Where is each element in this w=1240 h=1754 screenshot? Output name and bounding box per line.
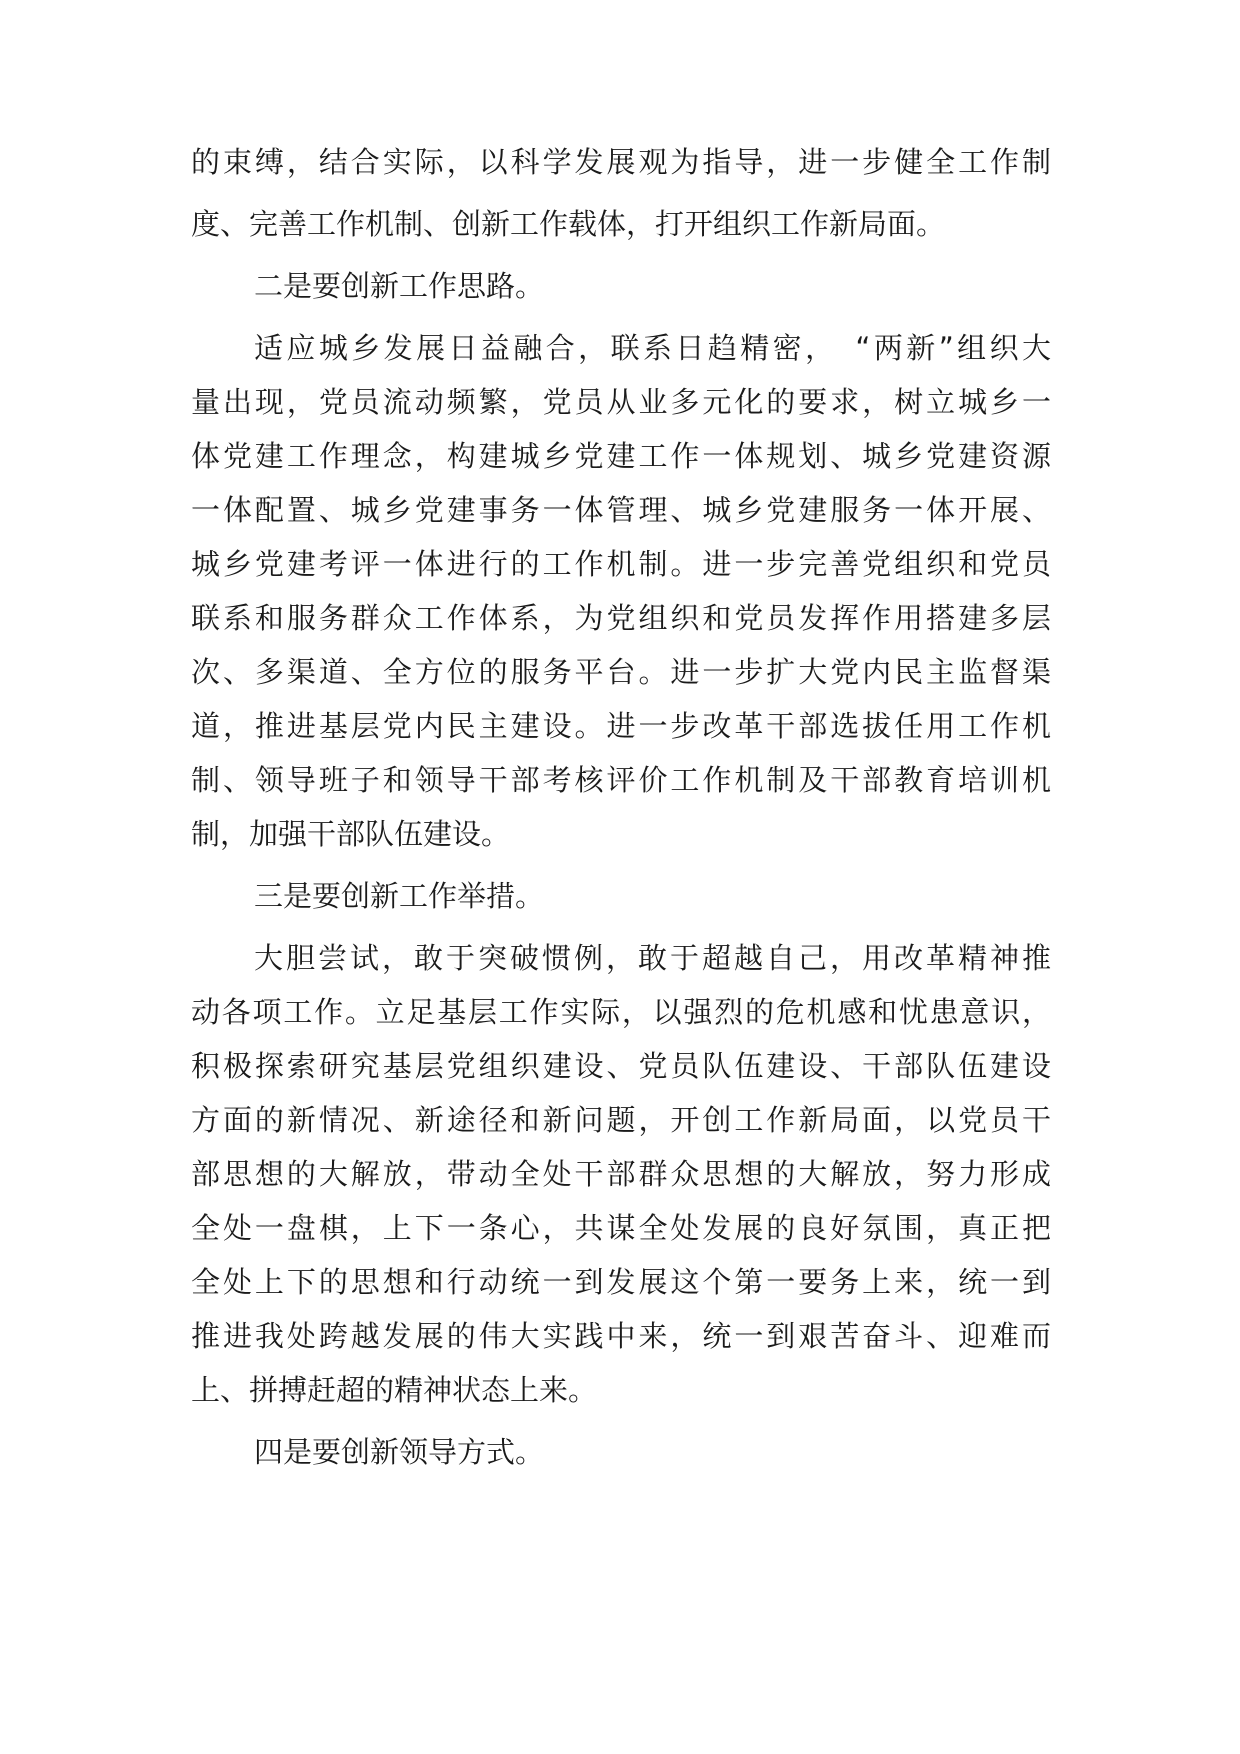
body-text-line: 一体配置、城乡党建事务一体管理、城乡党建服务一体开展、 <box>191 493 1051 527</box>
body-text-line: 适应城乡发展日益融合，联系日趋精密， “两新”组织大 <box>254 331 1051 365</box>
body-text-line: 动各项工作。立足基层工作实际，以强烈的危机感和忧患意识， <box>191 995 1051 1029</box>
body-text-line: 的束缚，结合实际，以科学发展观为指导，进一步健全工作制 <box>191 145 1051 179</box>
body-text-line: 大胆尝试，敢于突破惯例，敢于超越自己，用改革精神推 <box>254 941 1051 975</box>
section-heading: 三是要创新工作举措。 <box>254 879 545 913</box>
body-text-line: 上、拼搏赶超的精神状态上来。 <box>191 1373 598 1407</box>
body-text-line: 度、完善工作机制、创新工作载体，打开组织工作新局面。 <box>191 207 946 241</box>
body-text-line: 次、多渠道、全方位的服务平台。进一步扩大党内民主监督渠 <box>191 655 1051 689</box>
body-text-line: 部思想的大解放，带动全处干部群众思想的大解放，努力形成 <box>191 1157 1051 1191</box>
section-heading: 二是要创新工作思路。 <box>254 269 545 303</box>
body-text-line: 制，加强干部队伍建设。 <box>191 817 511 851</box>
body-text-line: 全处一盘棋，上下一条心，共谋全处发展的良好氛围，真正把 <box>191 1211 1051 1245</box>
body-text-line: 体党建工作理念，构建城乡党建工作一体规划、城乡党建资源 <box>191 439 1051 473</box>
body-text-line: 制、领导班子和领导干部考核评价工作机制及干部教育培训机 <box>191 763 1051 797</box>
body-text-line: 城乡党建考评一体进行的工作机制。进一步完善党组织和党员 <box>191 547 1051 581</box>
body-text-line: 道，推进基层党内民主建设。进一步改革干部选拔任用工作机 <box>191 709 1051 743</box>
body-text-line: 推进我处跨越发展的伟大实践中来，统一到艰苦奋斗、迎难而 <box>191 1319 1051 1353</box>
body-text-line: 方面的新情况、新途径和新问题，开创工作新局面，以党员干 <box>191 1103 1051 1137</box>
body-text-line: 全处上下的思想和行动统一到发展这个第一要务上来，统一到 <box>191 1265 1051 1299</box>
body-text-line: 量出现，党员流动频繁，党员从业多元化的要求，树立城乡一 <box>191 385 1051 419</box>
body-text-line: 积极探索研究基层党组织建设、党员队伍建设、干部队伍建设 <box>191 1049 1051 1083</box>
body-text-line: 联系和服务群众工作体系，为党组织和党员发挥作用搭建多层 <box>191 601 1051 635</box>
section-heading: 四是要创新领导方式。 <box>254 1435 545 1469</box>
